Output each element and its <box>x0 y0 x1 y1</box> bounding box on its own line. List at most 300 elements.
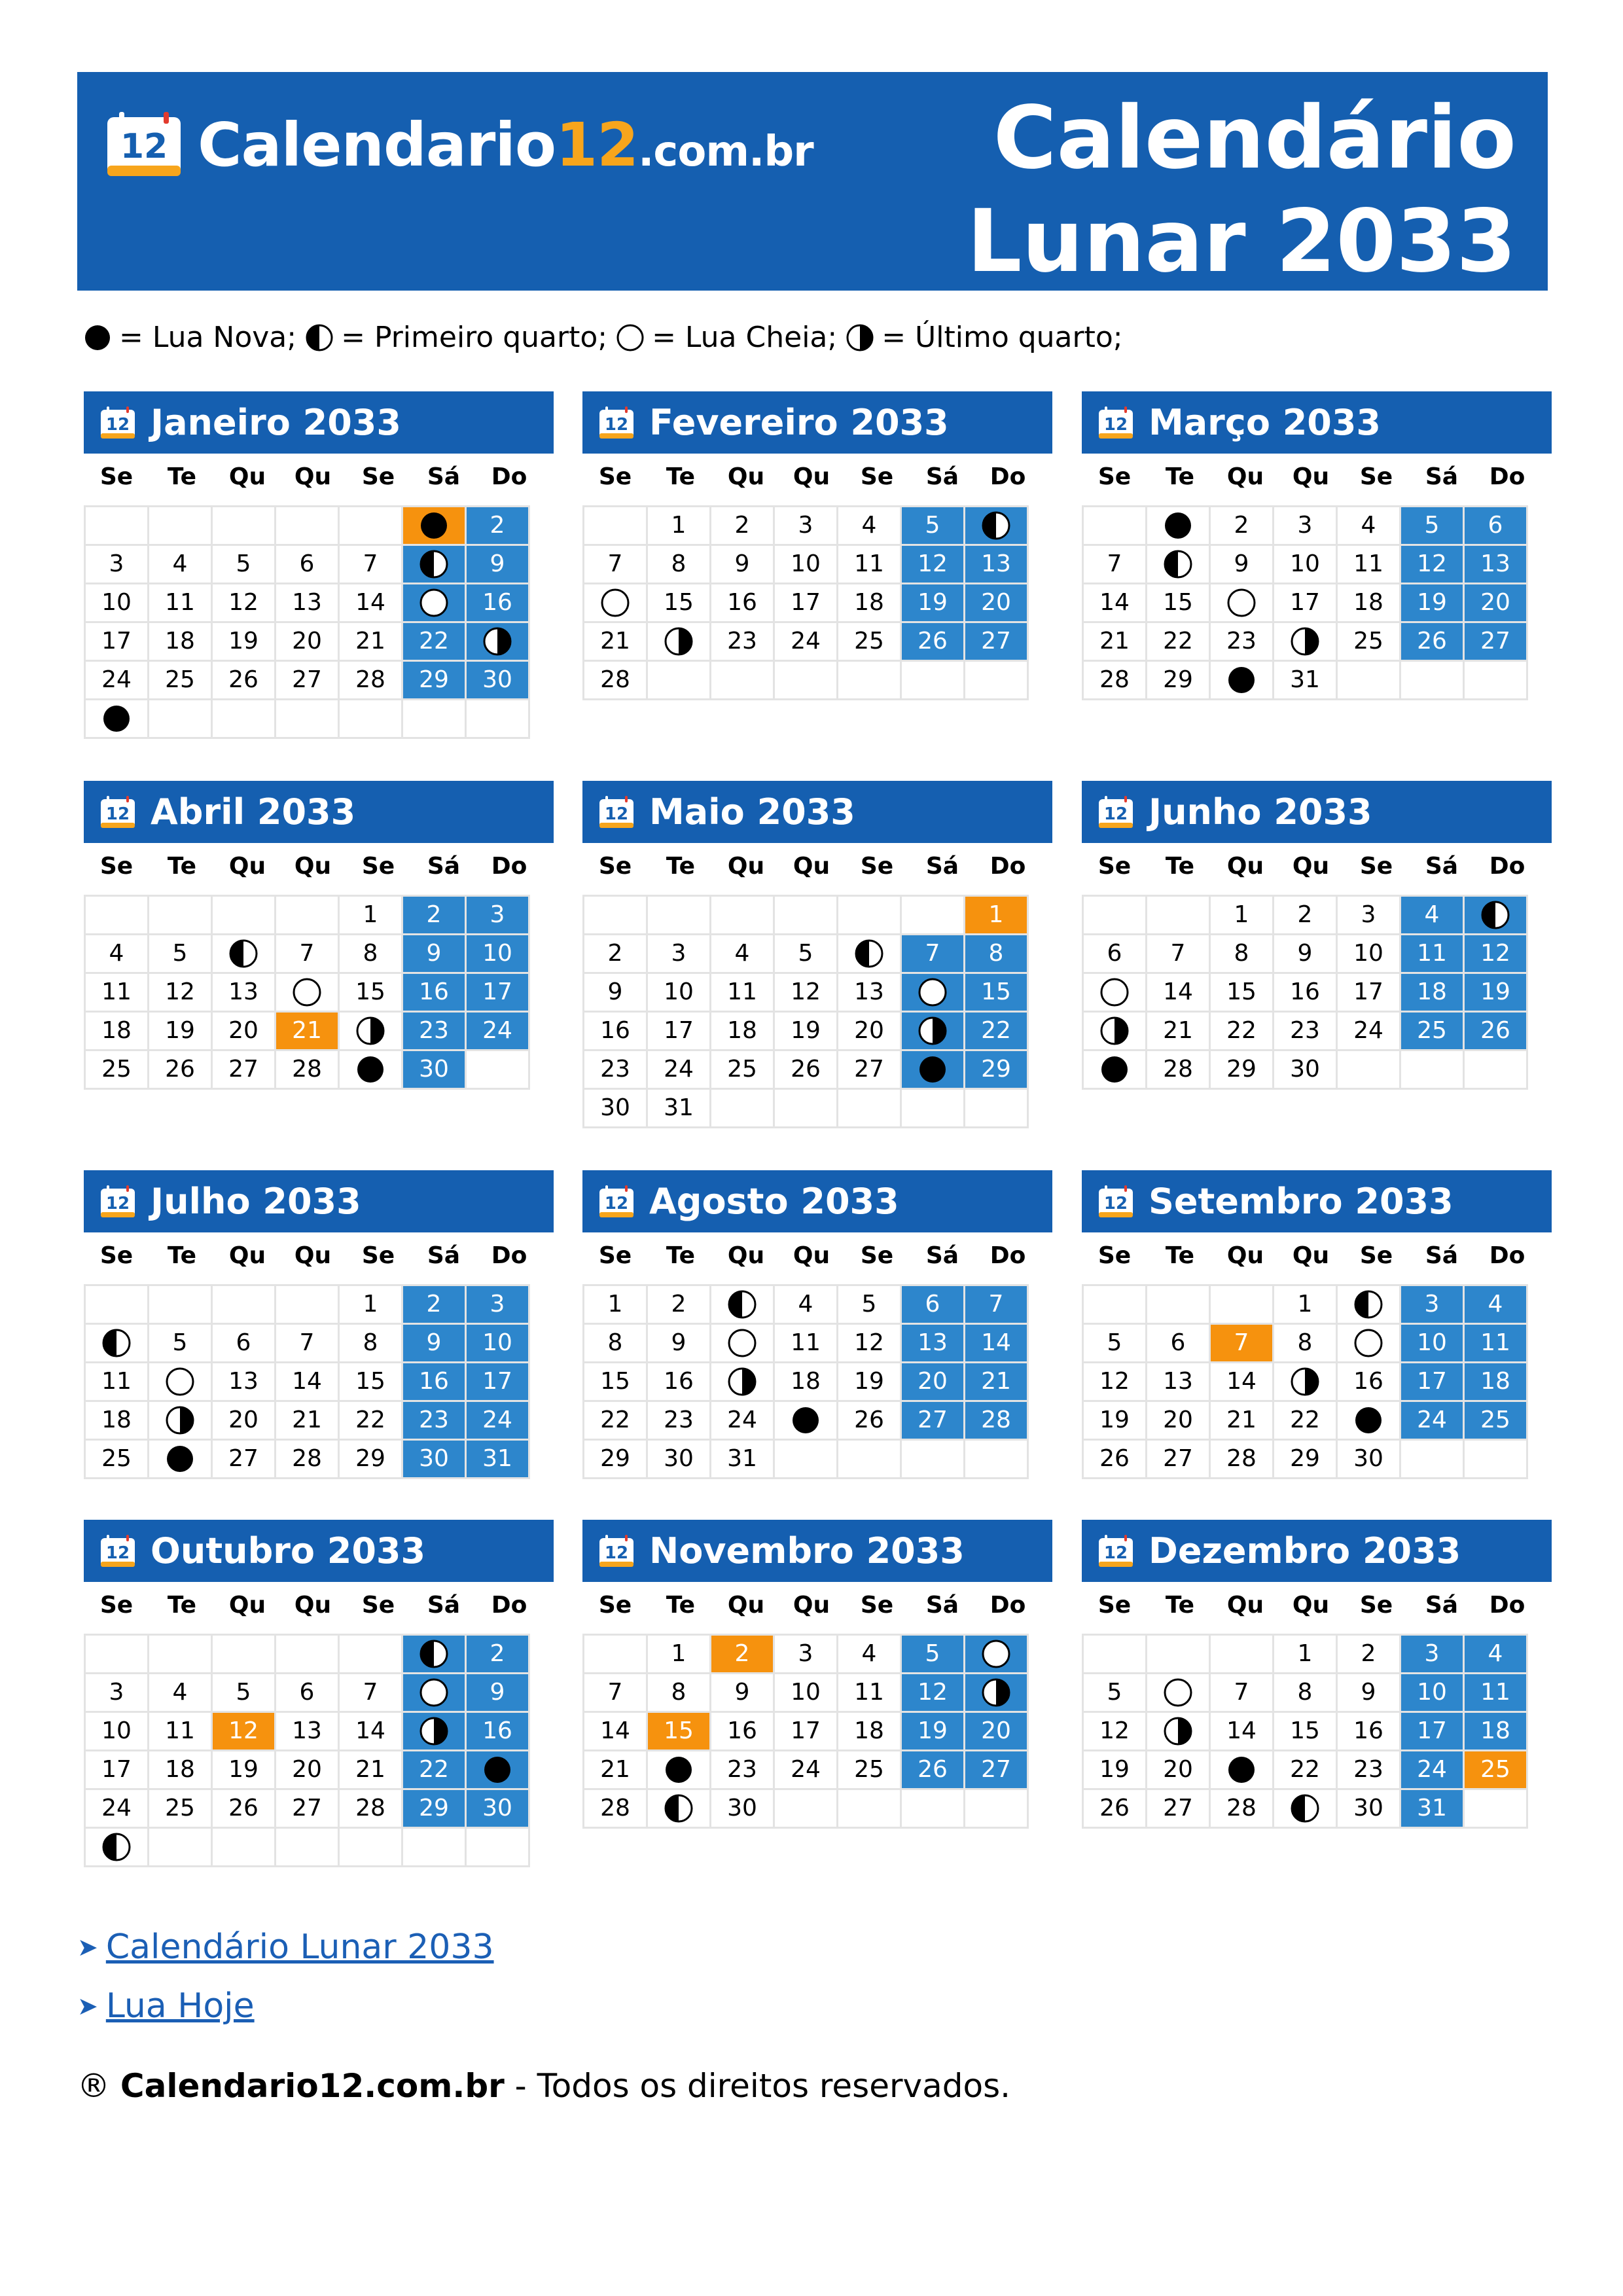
day-cell[interactable] <box>774 1635 838 1674</box>
day-cell[interactable] <box>212 545 276 584</box>
day-cell[interactable] <box>1083 1789 1147 1828</box>
day-cell[interactable] <box>1083 1324 1147 1363</box>
day-cell[interactable] <box>1274 1324 1337 1363</box>
day-cell[interactable] <box>965 1401 1028 1440</box>
day-cell[interactable] <box>339 1751 402 1789</box>
day-cell[interactable] <box>1337 507 1400 545</box>
day-cell[interactable] <box>584 545 647 584</box>
day-cell[interactable] <box>774 584 838 622</box>
day-cell[interactable] <box>339 1363 402 1401</box>
day-cell[interactable] <box>402 1012 466 1050</box>
day-cell[interactable] <box>965 1050 1028 1089</box>
day-cell[interactable] <box>85 622 149 661</box>
day-cell[interactable] <box>212 973 276 1012</box>
day-cell[interactable] <box>901 1050 965 1089</box>
day-cell[interactable] <box>466 1324 529 1363</box>
day-cell[interactable] <box>212 1401 276 1440</box>
day-cell[interactable] <box>838 622 901 661</box>
day-cell[interactable] <box>85 584 149 622</box>
day-cell[interactable] <box>965 1363 1028 1401</box>
day-cell[interactable] <box>1400 973 1464 1012</box>
day-cell[interactable] <box>1400 584 1464 622</box>
related-link[interactable] <box>77 1977 494 2036</box>
day-cell[interactable] <box>212 1324 276 1363</box>
day-cell[interactable] <box>1274 584 1337 622</box>
day-cell[interactable] <box>276 1440 339 1479</box>
day-cell[interactable] <box>1147 1712 1210 1751</box>
day-cell[interactable] <box>402 1363 466 1401</box>
day-cell[interactable] <box>85 545 149 584</box>
day-cell[interactable] <box>1400 896 1464 935</box>
day-cell[interactable] <box>1083 584 1147 622</box>
day-cell[interactable] <box>838 1285 901 1324</box>
day-cell[interactable] <box>901 973 965 1012</box>
day-cell[interactable] <box>1210 622 1274 661</box>
day-cell[interactable] <box>212 1751 276 1789</box>
day-cell[interactable] <box>838 507 901 545</box>
day-cell[interactable] <box>149 1674 212 1712</box>
day-cell[interactable] <box>1337 1401 1400 1440</box>
day-cell[interactable] <box>466 1401 529 1440</box>
day-cell[interactable] <box>965 973 1028 1012</box>
holiday-cell[interactable] <box>1210 1324 1274 1363</box>
day-cell[interactable] <box>1337 545 1400 584</box>
day-cell[interactable] <box>774 1674 838 1712</box>
day-cell[interactable] <box>339 935 402 973</box>
day-cell[interactable] <box>711 507 774 545</box>
day-cell[interactable] <box>339 1712 402 1751</box>
day-cell[interactable] <box>1400 1285 1464 1324</box>
day-cell[interactable] <box>1274 1712 1337 1751</box>
day-cell[interactable] <box>1400 545 1464 584</box>
day-cell[interactable] <box>212 1050 276 1089</box>
day-cell[interactable] <box>339 1285 402 1324</box>
day-cell[interactable] <box>466 622 529 661</box>
day-cell[interactable] <box>711 1712 774 1751</box>
day-cell[interactable] <box>1274 1012 1337 1050</box>
day-cell[interactable] <box>276 1324 339 1363</box>
day-cell[interactable] <box>965 584 1028 622</box>
day-cell[interactable] <box>901 1012 965 1050</box>
day-cell[interactable] <box>1147 1050 1210 1089</box>
day-cell[interactable] <box>276 1363 339 1401</box>
day-cell[interactable] <box>149 1363 212 1401</box>
day-cell[interactable] <box>402 1712 466 1751</box>
day-cell[interactable] <box>1337 935 1400 973</box>
day-cell[interactable] <box>149 1789 212 1828</box>
day-cell[interactable] <box>647 1440 711 1479</box>
holiday-cell[interactable] <box>1464 1751 1527 1789</box>
day-cell[interactable] <box>1400 1324 1464 1363</box>
day-cell[interactable] <box>339 973 402 1012</box>
day-cell[interactable] <box>85 1789 149 1828</box>
day-cell[interactable] <box>901 1674 965 1712</box>
holiday-cell[interactable] <box>402 507 466 545</box>
holiday-cell[interactable] <box>276 1012 339 1050</box>
day-cell[interactable] <box>1274 545 1337 584</box>
day-cell[interactable] <box>1400 622 1464 661</box>
day-cell[interactable] <box>1400 1363 1464 1401</box>
day-cell[interactable] <box>85 1324 149 1363</box>
day-cell[interactable] <box>584 1751 647 1789</box>
day-cell[interactable] <box>901 507 965 545</box>
day-cell[interactable] <box>965 1324 1028 1363</box>
day-cell[interactable] <box>149 545 212 584</box>
day-cell[interactable] <box>711 1012 774 1050</box>
day-cell[interactable] <box>1147 1363 1210 1401</box>
day-cell[interactable] <box>466 545 529 584</box>
day-cell[interactable] <box>1147 584 1210 622</box>
day-cell[interactable] <box>276 1789 339 1828</box>
day-cell[interactable] <box>1083 622 1147 661</box>
day-cell[interactable] <box>212 661 276 700</box>
day-cell[interactable] <box>1274 1363 1337 1401</box>
day-cell[interactable] <box>1147 545 1210 584</box>
day-cell[interactable] <box>1464 896 1527 935</box>
day-cell[interactable] <box>149 1440 212 1479</box>
day-cell[interactable] <box>276 1674 339 1712</box>
day-cell[interactable] <box>1337 1012 1400 1050</box>
day-cell[interactable] <box>647 584 711 622</box>
day-cell[interactable] <box>584 661 647 700</box>
day-cell[interactable] <box>276 1751 339 1789</box>
day-cell[interactable] <box>1083 1012 1147 1050</box>
day-cell[interactable] <box>711 1285 774 1324</box>
day-cell[interactable] <box>149 1712 212 1751</box>
day-cell[interactable] <box>774 1012 838 1050</box>
day-cell[interactable] <box>402 896 466 935</box>
day-cell[interactable] <box>1337 1363 1400 1401</box>
day-cell[interactable] <box>85 1751 149 1789</box>
day-cell[interactable] <box>85 1440 149 1479</box>
day-cell[interactable] <box>965 1712 1028 1751</box>
day-cell[interactable] <box>1083 1712 1147 1751</box>
day-cell[interactable] <box>339 896 402 935</box>
day-cell[interactable] <box>212 1674 276 1712</box>
day-cell[interactable] <box>276 935 339 973</box>
day-cell[interactable] <box>1400 1674 1464 1712</box>
day-cell[interactable] <box>584 1440 647 1479</box>
day-cell[interactable] <box>774 1050 838 1089</box>
day-cell[interactable] <box>212 1440 276 1479</box>
day-cell[interactable] <box>339 661 402 700</box>
holiday-cell[interactable] <box>711 1635 774 1674</box>
day-cell[interactable] <box>584 935 647 973</box>
holiday-cell[interactable] <box>212 1712 276 1751</box>
day-cell[interactable] <box>212 1012 276 1050</box>
day-cell[interactable] <box>647 1363 711 1401</box>
day-cell[interactable] <box>1147 507 1210 545</box>
day-cell[interactable] <box>838 1012 901 1050</box>
day-cell[interactable] <box>1337 973 1400 1012</box>
day-cell[interactable] <box>212 935 276 973</box>
day-cell[interactable] <box>1210 507 1274 545</box>
day-cell[interactable] <box>1083 1401 1147 1440</box>
day-cell[interactable] <box>1147 1440 1210 1479</box>
day-cell[interactable] <box>647 1674 711 1712</box>
day-cell[interactable] <box>1337 584 1400 622</box>
day-cell[interactable] <box>339 622 402 661</box>
day-cell[interactable] <box>647 1635 711 1674</box>
day-cell[interactable] <box>711 1050 774 1089</box>
day-cell[interactable] <box>1400 1401 1464 1440</box>
day-cell[interactable] <box>1400 1712 1464 1751</box>
day-cell[interactable] <box>212 1363 276 1401</box>
day-cell[interactable] <box>85 661 149 700</box>
day-cell[interactable] <box>838 1712 901 1751</box>
day-cell[interactable] <box>402 584 466 622</box>
day-cell[interactable] <box>1464 1712 1527 1751</box>
day-cell[interactable] <box>901 935 965 973</box>
day-cell[interactable] <box>647 1285 711 1324</box>
day-cell[interactable] <box>1464 935 1527 973</box>
day-cell[interactable] <box>1400 1012 1464 1050</box>
day-cell[interactable] <box>1083 1674 1147 1712</box>
day-cell[interactable] <box>276 622 339 661</box>
day-cell[interactable] <box>1274 1674 1337 1712</box>
day-cell[interactable] <box>965 1635 1028 1674</box>
day-cell[interactable] <box>466 1363 529 1401</box>
day-cell[interactable] <box>85 1012 149 1050</box>
day-cell[interactable] <box>1210 1012 1274 1050</box>
day-cell[interactable] <box>711 935 774 973</box>
day-cell[interactable] <box>838 1635 901 1674</box>
day-cell[interactable] <box>1210 973 1274 1012</box>
day-cell[interactable] <box>1083 545 1147 584</box>
day-cell[interactable] <box>466 584 529 622</box>
day-cell[interactable] <box>711 584 774 622</box>
day-cell[interactable] <box>466 1440 529 1479</box>
day-cell[interactable] <box>1147 1324 1210 1363</box>
link-text[interactable]: Calendário Lunar 2033 <box>105 1928 494 1967</box>
day-cell[interactable] <box>647 1401 711 1440</box>
day-cell[interactable] <box>466 1789 529 1828</box>
day-cell[interactable] <box>1147 661 1210 700</box>
day-cell[interactable] <box>466 1712 529 1751</box>
day-cell[interactable] <box>402 1674 466 1712</box>
day-cell[interactable] <box>466 1674 529 1712</box>
day-cell[interactable] <box>1464 1285 1527 1324</box>
day-cell[interactable] <box>1400 1789 1464 1828</box>
day-cell[interactable] <box>85 973 149 1012</box>
day-cell[interactable] <box>584 1089 647 1128</box>
day-cell[interactable] <box>149 584 212 622</box>
day-cell[interactable] <box>402 545 466 584</box>
day-cell[interactable] <box>339 1674 402 1712</box>
day-cell[interactable] <box>339 1012 402 1050</box>
day-cell[interactable] <box>901 622 965 661</box>
day-cell[interactable] <box>339 545 402 584</box>
day-cell[interactable] <box>774 973 838 1012</box>
day-cell[interactable] <box>1400 935 1464 973</box>
day-cell[interactable] <box>1210 935 1274 973</box>
day-cell[interactable] <box>85 1401 149 1440</box>
day-cell[interactable] <box>276 1712 339 1751</box>
day-cell[interactable] <box>647 1789 711 1828</box>
day-cell[interactable] <box>901 1712 965 1751</box>
day-cell[interactable] <box>901 584 965 622</box>
day-cell[interactable] <box>1274 973 1337 1012</box>
day-cell[interactable] <box>647 545 711 584</box>
day-cell[interactable] <box>965 1285 1028 1324</box>
day-cell[interactable] <box>1083 973 1147 1012</box>
day-cell[interactable] <box>1464 545 1527 584</box>
day-cell[interactable] <box>212 622 276 661</box>
day-cell[interactable] <box>149 622 212 661</box>
day-cell[interactable] <box>1147 1401 1210 1440</box>
day-cell[interactable] <box>584 1789 647 1828</box>
day-cell[interactable] <box>1274 1440 1337 1479</box>
day-cell[interactable] <box>85 935 149 973</box>
day-cell[interactable] <box>1464 622 1527 661</box>
day-cell[interactable] <box>901 545 965 584</box>
day-cell[interactable] <box>1337 1324 1400 1363</box>
day-cell[interactable] <box>838 1050 901 1089</box>
day-cell[interactable] <box>647 973 711 1012</box>
day-cell[interactable] <box>402 1050 466 1089</box>
day-cell[interactable] <box>1210 1674 1274 1712</box>
link-text[interactable]: Lua Hoje <box>105 1986 255 2026</box>
day-cell[interactable] <box>1337 1440 1400 1479</box>
day-cell[interactable] <box>212 1789 276 1828</box>
day-cell[interactable] <box>402 1635 466 1674</box>
day-cell[interactable] <box>1210 1440 1274 1479</box>
day-cell[interactable] <box>647 1089 711 1128</box>
day-cell[interactable] <box>1464 1324 1527 1363</box>
day-cell[interactable] <box>1210 1789 1274 1828</box>
day-cell[interactable] <box>1337 896 1400 935</box>
day-cell[interactable] <box>711 1440 774 1479</box>
day-cell[interactable] <box>1464 1363 1527 1401</box>
day-cell[interactable] <box>1337 622 1400 661</box>
day-cell[interactable] <box>584 973 647 1012</box>
day-cell[interactable] <box>711 1789 774 1828</box>
day-cell[interactable] <box>402 1285 466 1324</box>
day-cell[interactable] <box>838 973 901 1012</box>
day-cell[interactable] <box>149 1751 212 1789</box>
day-cell[interactable] <box>1274 507 1337 545</box>
day-cell[interactable] <box>1210 1401 1274 1440</box>
day-cell[interactable] <box>584 584 647 622</box>
day-cell[interactable] <box>149 1050 212 1089</box>
day-cell[interactable] <box>276 661 339 700</box>
day-cell[interactable] <box>584 1050 647 1089</box>
day-cell[interactable] <box>901 1363 965 1401</box>
day-cell[interactable] <box>1147 935 1210 973</box>
day-cell[interactable] <box>774 935 838 973</box>
day-cell[interactable] <box>276 584 339 622</box>
day-cell[interactable] <box>149 935 212 973</box>
day-cell[interactable] <box>1400 1751 1464 1789</box>
day-cell[interactable] <box>276 973 339 1012</box>
day-cell[interactable] <box>1147 622 1210 661</box>
day-cell[interactable] <box>1337 1285 1400 1324</box>
day-cell[interactable] <box>402 973 466 1012</box>
day-cell[interactable] <box>838 1674 901 1712</box>
day-cell[interactable] <box>466 935 529 973</box>
day-cell[interactable] <box>584 1712 647 1751</box>
day-cell[interactable] <box>1464 1012 1527 1050</box>
day-cell[interactable] <box>1147 1751 1210 1789</box>
day-cell[interactable] <box>1274 1050 1337 1089</box>
day-cell[interactable] <box>149 1324 212 1363</box>
day-cell[interactable] <box>838 1363 901 1401</box>
day-cell[interactable] <box>1464 507 1527 545</box>
day-cell[interactable] <box>149 1012 212 1050</box>
day-cell[interactable] <box>276 545 339 584</box>
day-cell[interactable] <box>584 1285 647 1324</box>
day-cell[interactable] <box>466 1751 529 1789</box>
day-cell[interactable] <box>838 545 901 584</box>
day-cell[interactable] <box>85 1050 149 1089</box>
day-cell[interactable] <box>965 622 1028 661</box>
day-cell[interactable] <box>965 1674 1028 1712</box>
day-cell[interactable] <box>584 1401 647 1440</box>
day-cell[interactable] <box>1210 545 1274 584</box>
day-cell[interactable] <box>965 545 1028 584</box>
day-cell[interactable] <box>838 584 901 622</box>
day-cell[interactable] <box>466 661 529 700</box>
day-cell[interactable] <box>774 1324 838 1363</box>
day-cell[interactable] <box>838 1751 901 1789</box>
day-cell[interactable] <box>339 1440 402 1479</box>
day-cell[interactable] <box>149 1401 212 1440</box>
day-cell[interactable] <box>711 1674 774 1712</box>
day-cell[interactable] <box>774 545 838 584</box>
day-cell[interactable] <box>1464 973 1527 1012</box>
day-cell[interactable] <box>965 507 1028 545</box>
day-cell[interactable] <box>647 1751 711 1789</box>
day-cell[interactable] <box>402 935 466 973</box>
day-cell[interactable] <box>466 896 529 935</box>
day-cell[interactable] <box>276 1401 339 1440</box>
related-link[interactable] <box>77 1918 494 1977</box>
day-cell[interactable] <box>1337 1635 1400 1674</box>
day-cell[interactable] <box>901 1285 965 1324</box>
day-cell[interactable] <box>85 700 149 738</box>
day-cell[interactable] <box>774 1285 838 1324</box>
day-cell[interactable] <box>1210 661 1274 700</box>
day-cell[interactable] <box>711 973 774 1012</box>
day-cell[interactable] <box>466 507 529 545</box>
day-cell[interactable] <box>711 1751 774 1789</box>
day-cell[interactable] <box>1274 896 1337 935</box>
day-cell[interactable] <box>965 935 1028 973</box>
day-cell[interactable] <box>711 1324 774 1363</box>
day-cell[interactable] <box>1083 1050 1147 1089</box>
day-cell[interactable] <box>339 1324 402 1363</box>
day-cell[interactable] <box>1274 1285 1337 1324</box>
day-cell[interactable] <box>85 1828 149 1867</box>
day-cell[interactable] <box>1210 1363 1274 1401</box>
day-cell[interactable] <box>149 661 212 700</box>
day-cell[interactable] <box>402 1324 466 1363</box>
day-cell[interactable] <box>402 1401 466 1440</box>
day-cell[interactable] <box>901 1324 965 1363</box>
day-cell[interactable] <box>85 1712 149 1751</box>
day-cell[interactable] <box>1274 1789 1337 1828</box>
day-cell[interactable] <box>339 1050 402 1089</box>
day-cell[interactable] <box>1210 1050 1274 1089</box>
day-cell[interactable] <box>584 622 647 661</box>
day-cell[interactable] <box>1147 1789 1210 1828</box>
day-cell[interactable] <box>339 584 402 622</box>
day-cell[interactable] <box>901 1751 965 1789</box>
day-cell[interactable] <box>1274 1635 1337 1674</box>
day-cell[interactable] <box>276 1050 339 1089</box>
day-cell[interactable] <box>1400 507 1464 545</box>
day-cell[interactable] <box>466 1285 529 1324</box>
